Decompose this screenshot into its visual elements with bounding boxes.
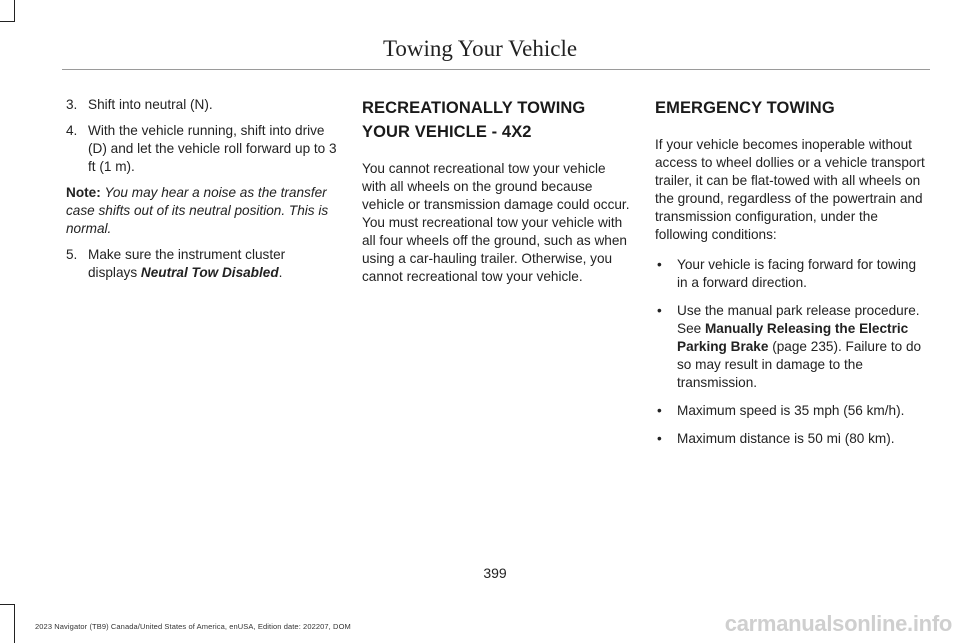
note [66, 184, 338, 238]
condition-item [655, 256, 927, 292]
note-label: Note: [66, 185, 101, 200]
page-header-title: Towing Your Vehicle [382, 36, 578, 61]
step-number: 4. [66, 123, 78, 138]
step-5 [66, 246, 338, 282]
condition-item [655, 430, 927, 448]
step-text: With the vehicle running, shift into drive (D) and let the vehicle roll forward up to 3 ft (1 m). [88, 123, 337, 174]
condition-text: (page 235). Failure to do so may result in damage to the transmission. [677, 339, 922, 390]
condition-item [655, 402, 927, 420]
page-number: 399 [483, 565, 507, 581]
step-text: Make sure the instrument cluster displays [88, 247, 286, 280]
column-middle [362, 96, 632, 298]
step-number: 5. [66, 247, 78, 262]
column-left [66, 96, 338, 290]
crop-mark-bottom-left-vertical [14, 604, 15, 643]
crop-mark-bottom-left-horizontal [0, 604, 15, 605]
cross-reference-link[interactable]: Manually Releasing the Electric Parking Brake [677, 321, 909, 354]
step-text: Shift into neutral (N). [88, 97, 213, 112]
section-body: You cannot recreational tow your vehicle with all wheels on the ground because vehicle or transmission damage could occur. You must recreational tow your vehicle with all four wheels off the ground, such as when using a car-hauling trailer. Otherwise, you cannot recreational tow your vehicle. [362, 161, 630, 284]
header-divider [62, 69, 930, 70]
condition-text: Maximum distance is 50 mi (80 km). [677, 431, 895, 446]
condition-text: Your vehicle is facing forward for towing in a forward direction. [677, 257, 917, 290]
crop-mark-top-left-vertical [14, 0, 15, 22]
condition-text: Maximum speed is 35 mph (56 km/h). [677, 403, 905, 418]
crop-mark-top-left-horizontal [0, 21, 15, 22]
step-number: 3. [66, 97, 78, 112]
section-intro: If your vehicle becomes inoperable without access to wheel dollies or a vehicle transport trailer, it can be flat-towed with all wheels on the ground, regardless of the powertrain and transmission configuration, under the following conditions: [655, 137, 925, 242]
step-3 [66, 96, 338, 114]
bullet-icon: • [657, 257, 662, 272]
step-4 [66, 122, 338, 176]
cluster-message: Neutral Tow Disabled [140, 265, 279, 280]
bullet-icon: • [657, 403, 662, 418]
edition-footer: 2023 Navigator (TB9) Canada/United States of America, enUSA, Edition date: 202207, DOM [35, 622, 351, 631]
section-heading-emergency-towing: EMERGENCY TOWING [655, 99, 835, 117]
bullet-icon: • [657, 303, 662, 318]
step-end: . [278, 265, 283, 280]
section-heading-recreational-towing: RECREATIONALLY TOWING YOUR VEHICLE - 4X2 [362, 99, 586, 141]
condition-text: Use the manual park release procedure. See [677, 303, 920, 336]
condition-item [655, 302, 927, 392]
column-right [655, 96, 927, 458]
note-text: You may hear a noise as the transfer case shifts out of its neutral position. This is normal. [66, 185, 329, 236]
watermark: carmanualsonline.info [724, 611, 952, 636]
bullet-icon: • [657, 431, 662, 446]
